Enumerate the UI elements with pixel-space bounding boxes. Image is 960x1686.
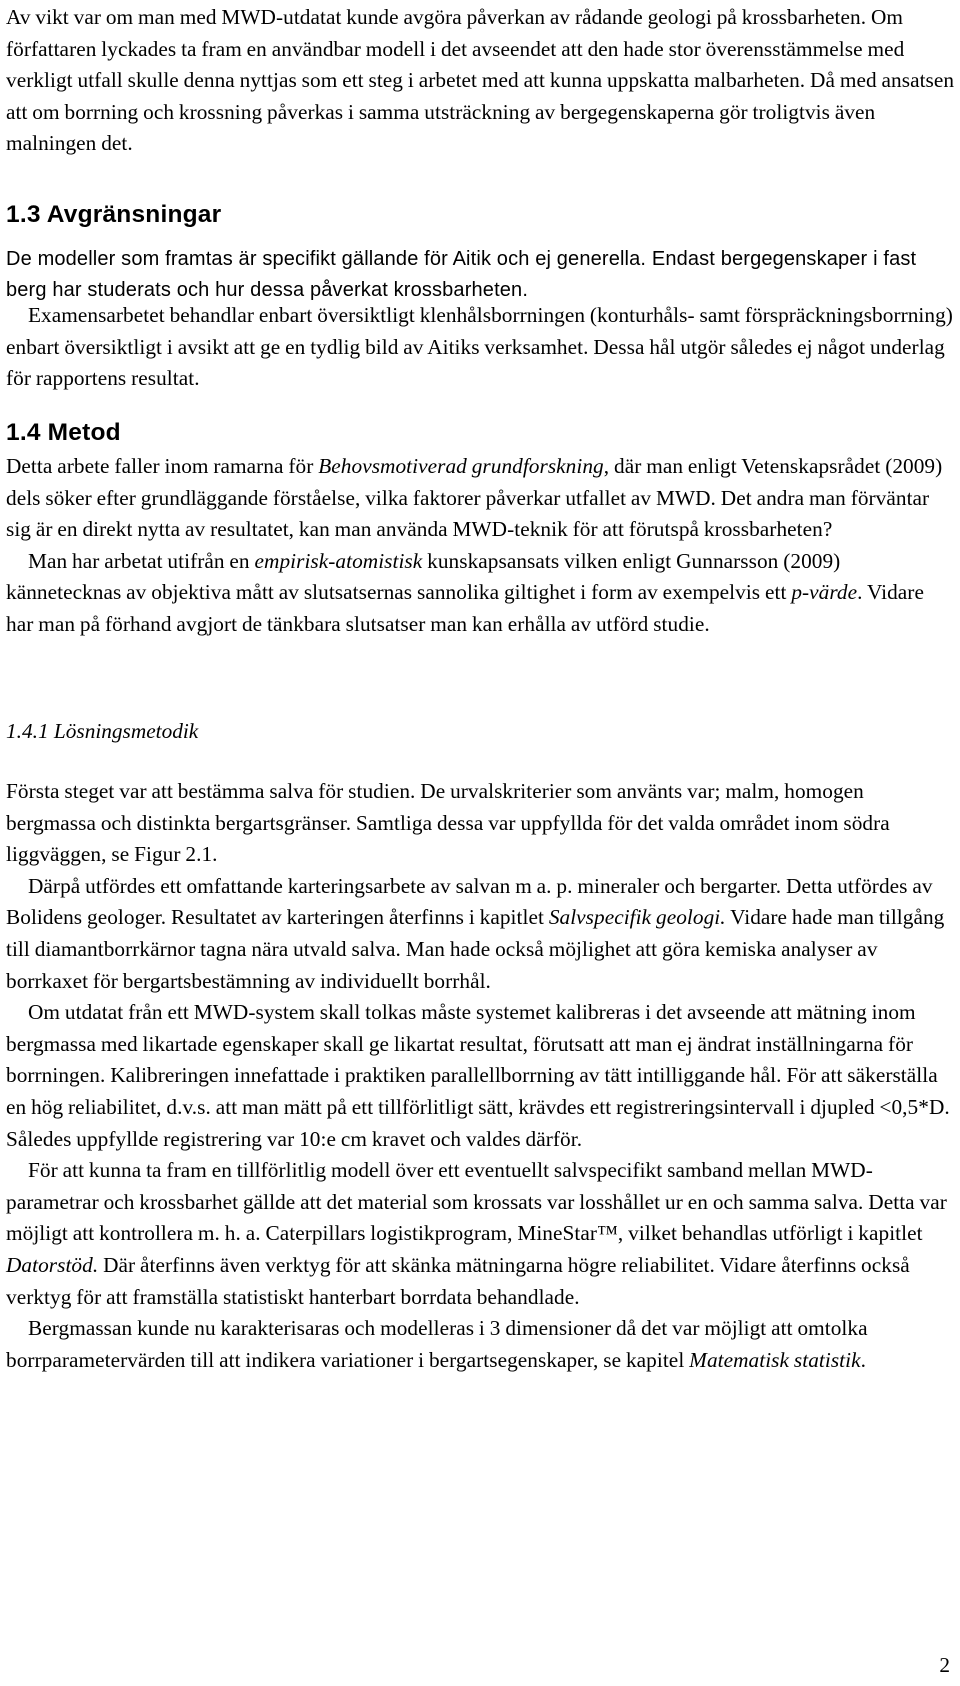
section-1-3-body: [6, 244, 956, 307]
solution-p4-text-b: Där återfinns även verktyg för att skänka mätningarna högre reliabilitet. Vidare återfinns också verktyg för att framställa statistiskt hanterbart borrdata behandlade.: [6, 1252, 910, 1309]
section-heading-1-3: 1.3 Avgränsningar: [6, 201, 222, 228]
method-p1-text-b: , där man enligt Vetenskapsrådet (2009) dels söker efter grundläggande förståelse, vilka faktorer påverkar utfallet av MWD. Det andra man förväntar sig är en direkt nytta av resultatet, kan man använda MWD-teknik för att förutspå krossbarheten?: [6, 454, 943, 542]
solution-paragraph-5: [6, 1313, 956, 1376]
solution-p5-emphasis: Matematisk statistik: [689, 1347, 861, 1372]
method-p2-emphasis: empirisk-atomistisk: [254, 548, 423, 573]
delimitations-paragraph-1: De modeller som framtas är specifikt gällande för Aitik och ej generella. Endast bergegenskaper i fast berg har studerats och hur dessa påverkat krossbarheten.: [6, 248, 917, 302]
method-paragraph-2: [6, 546, 956, 641]
solution-p2-text-a: Därpå utfördes ett omfattande karteringsarbete av salvan m a. p. mineraler och bergarter. Detta utfördes av Bolidens geologer. Resultatet av karteringen återfinns i kapitlet: [6, 873, 933, 930]
method-paragraph-1: [6, 451, 956, 546]
section-1-4-1-body: [6, 776, 956, 1376]
solution-paragraph-1: Första steget var att bestämma salva för studien. De urvalskriterier som använts var; malm, homogen bergmassa och distinkta bergartsgränser. Samtliga dessa var uppfyllda för det valda området inom södra liggväggen, se Figur 2.1.: [6, 779, 890, 867]
page-number: 2: [939, 1653, 950, 1677]
solution-p4-text-a: För att kunna ta fram en tillförlitlig modell över ett eventuellt salvspecifikt samband mellan MWD-parametrar och krossbarhet gällde att det material som krossats var losshållet ur en och samma salva. Detta var möjligt att kontrollera m. h. a. Caterpillars logistikprogram, MineStar™, vilket behandlas utförligt i kapitlet: [6, 1158, 947, 1246]
solution-p4-emphasis: Datorstöd.: [6, 1252, 99, 1277]
section-1-4: [6, 418, 956, 448]
section-heading-1-4-1: 1.4.1 Lösningsmetodik: [6, 719, 199, 743]
section-1-3: [6, 200, 956, 230]
section-1-3-body-2: [6, 300, 956, 395]
method-p2-text-b: kunskapsansats vilken enligt Gunnarsson (2009) kännetecknas av objektiva mått av slutsatsernas sannolika giltighet i form av exempelvis ett: [6, 548, 841, 605]
solution-paragraph-2: [6, 871, 956, 997]
solution-p5-text-b: .: [860, 1347, 866, 1372]
solution-p5-text-a: Bergmassan kunde nu karakterisaras och modelleras i 3 dimensioner då det var möjligt att omtolka borrparametervärden till att indikera variationer i bergartsegenskaper, se kapitel: [6, 1316, 868, 1372]
method-p1-emphasis: Behovsmotiverad grundforskning: [318, 454, 604, 478]
solution-p2-emphasis: Salvspecifik geologi.: [548, 905, 726, 930]
section-heading-1-4: 1.4 Metod: [6, 419, 121, 446]
delimitations-paragraph-2: Examensarbetet behandlar enbart översiktligt klenhålsborrningen (konturhåls- samt förspräckningsborrning) enbart översiktligt i avsikt att ge en tydlig bild av Aitiks verksamhet. Dessa hål utgör således ej något underlag för rapportens resultat.: [6, 303, 953, 391]
intro-paragraph: Av vikt var om man med MWD-utdatat kunde avgöra påverkan av rådande geologi på krossbarheten. Om författaren lyckades ta fram en användbar modell i det avseendet att den hade stor överensstämmelse med verkligt utfall skulle denna nyttjas som ett steg i arbetet med att kunna uppskatta malbarheten. Då med ansatsen att om borrning och krossning påverkas i samma utsträckning av bergegenskaperna gör troligtvis även malningen det.: [6, 5, 955, 156]
method-p2-text-a: Man har arbetat utifrån en: [28, 548, 255, 573]
intro-paragraph-block: [6, 2, 956, 160]
solution-p2-text-b: Vidare hade man tillgång till diamantborrkärnor tagna nära utvald salva. Man hade också möjlighet att göra kemiska analyser av borrkaxet för bergartsbestämning av individuellt borrhål.: [6, 905, 945, 993]
method-p2-emphasis-2: p-värde: [791, 580, 858, 605]
solution-paragraph-3: Om utdatat från ett MWD-system skall tolkas måste systemet kalibreras i det avseende att mätning inom bergmassa med likartade egenskaper skall ge likartat resultat, förutsatt att man ej ändrat inställningarna för borrningen. Kalibreringen innefattade i praktiken parallellborrning av tätt intilliggande hål. För att säkerställa en hög reliabilitet, d.v.s. att man mätt på ett tillförlitligt sätt, krävdes ett registreringsintervall i djupled <0,5*D. Således uppfyllde registrering var 10:e cm kravet och valdes därför.: [6, 1000, 950, 1151]
solution-paragraph-4: [6, 1155, 956, 1313]
section-1-4-body: [6, 451, 956, 641]
method-p2-text-c: . Vidare har man på förhand avgjort de tänkbara slutsatser man kan erhålla av utförd studie.: [6, 580, 924, 636]
section-1-4-1: [6, 716, 956, 746]
method-p1-text-a: Detta arbete faller inom ramarna för: [6, 454, 319, 478]
